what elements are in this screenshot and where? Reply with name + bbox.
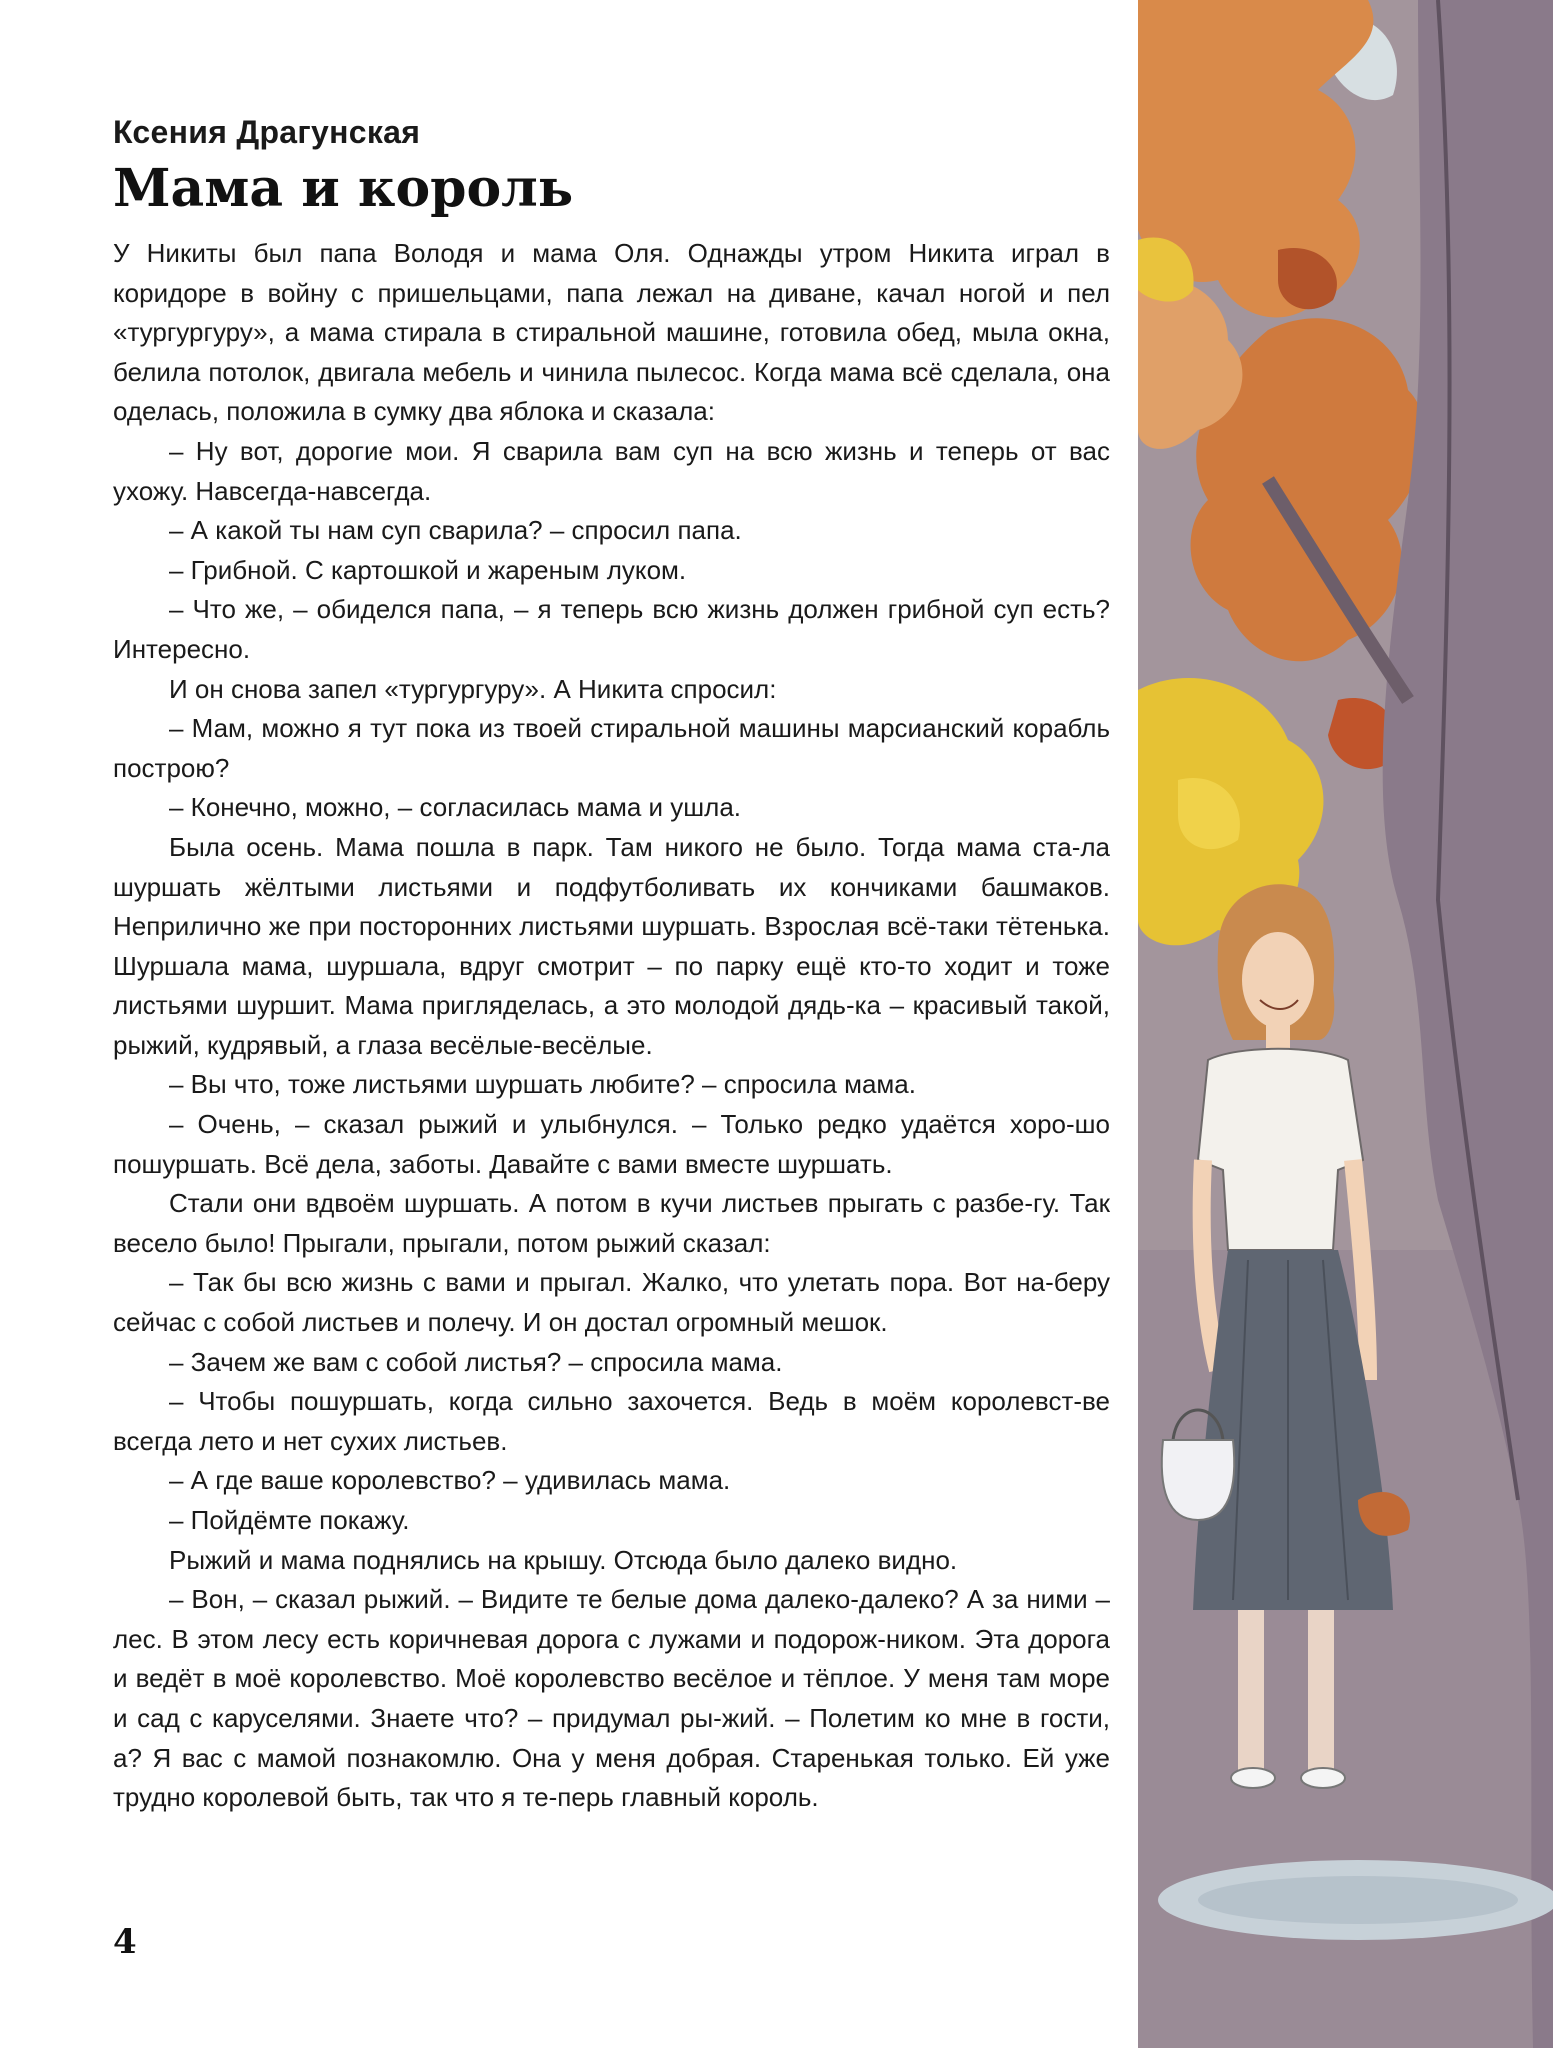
paragraph: Рыжий и мама поднялись на крышу. Отсюда было далеко видно. — [169, 1544, 958, 1575]
paragraph: – А какой ты нам суп сварила? – спросил папа. — [169, 515, 742, 546]
page-number: 4 — [113, 1922, 137, 1962]
text-column — [113, 108, 1110, 1818]
autumn-park-illustration — [1138, 0, 1553, 2048]
paragraph: – Зачем же вам с собой листья? – спросила мама. — [169, 1346, 783, 1377]
paragraph: – Конечно, можно, – согласилась мама и ушла. — [169, 792, 742, 823]
story-title: Мама и король — [113, 158, 574, 219]
paragraph: – Мам, можно я тут пока из твоей стиральной машины марсианский корабль построю? — [113, 713, 1110, 783]
story-body — [113, 234, 1110, 1818]
paragraph: Была осень. Мама пошла в парк. Там никого не было. Тогда мама ста-ла шуршать жёлтыми листьями и подфутболивать их кончиками башмаков. Неприлично же при посторонних листьями шуршать. Взрослая всё-таки тётенька. Шуршала мама, шуршала, вдруг смотрит – по парку ещё кто-то ходит и тоже листьями шуршит. Мама пригляделась, а это молодой дядь-ка – красивый такой, рыжий, кудрявый, а глаза весёлые-весёлые. — [113, 831, 1110, 1060]
paragraph: – Ну вот, дорогие мои. Я сварила вам суп на всю жизнь и теперь от вас ухожу. Навсегда-навсегда. — [113, 435, 1110, 506]
paragraph: У Никиты был папа Володя и мама Оля. Однажды утром Никита играл в коридоре в войну с пришельцами, папа лежал на диване, качал ногой и пел «тургургуру», а мама стирала в стиральной машине, готовила обед, мыла окна, белила потолок, двигала мебель и чинила пылесос. Когда мама всё сделала, она оделась, положила в сумку два яблока и сказала: — [113, 238, 1110, 427]
author-name: Ксения Драгунская — [113, 114, 421, 150]
paragraph: – Что же, – обиделся папа, – я теперь всю жизнь должен грибной суп есть? Интересно. — [113, 594, 1110, 664]
paragraph: – Грибной. С картошкой и жареным луком. — [169, 554, 687, 585]
paragraph: – Пойдёмте покажу. — [169, 1505, 410, 1535]
paragraph: – Так бы всю жизнь с вами и прыгал. Жалко, что улетать пора. Вот на-беру сейчас с собой листьев и полечу. И он достал огромный мешок. — [113, 1267, 1110, 1338]
paragraph: – Вы что, тоже листьями шуршать любите? – спросила мама. — [169, 1069, 916, 1100]
paragraph: – Очень, – сказал рыжий и улыбнулся. – Только редко удаётся хоро-шо пошуршать. Всё дела, заботы. Давайте с вами вместе шуршать. — [113, 1109, 1110, 1179]
paragraph: И он снова запел «тургургуру». А Никита спросил: — [169, 673, 777, 704]
paragraph: – Чтобы пошуршать, когда сильно захочется. Ведь в моём королевст-ве всегда лето и нет сухих листьев. — [113, 1386, 1110, 1456]
paragraph: – Вон, – сказал рыжий. – Видите те белые дома далеко-далеко? А за ними – лес. В этом лесу есть коричневая дорога с лужами и подорож-ником. Эта дорога и ведёт в моё королевство. Моё королевство весёлое и тёплое. У меня там море и сад с каруселями. Знаете что? – придумал ры-жий. – Полетим ко мне в гости, а? Я вас с мамой познакомлю. Она у меня добрая. Старенькая только. Ей уже трудно королевой быть, так что я те-перь главный король. — [113, 1584, 1110, 1813]
paragraph: – А где ваше королевство? – удивилась мама. — [169, 1465, 731, 1496]
paragraph: Стали они вдвоём шуршать. А потом в кучи листьев прыгать с разбе-гу. Так весело было! Прыгали, прыгали, потом рыжий сказал: — [113, 1188, 1110, 1258]
